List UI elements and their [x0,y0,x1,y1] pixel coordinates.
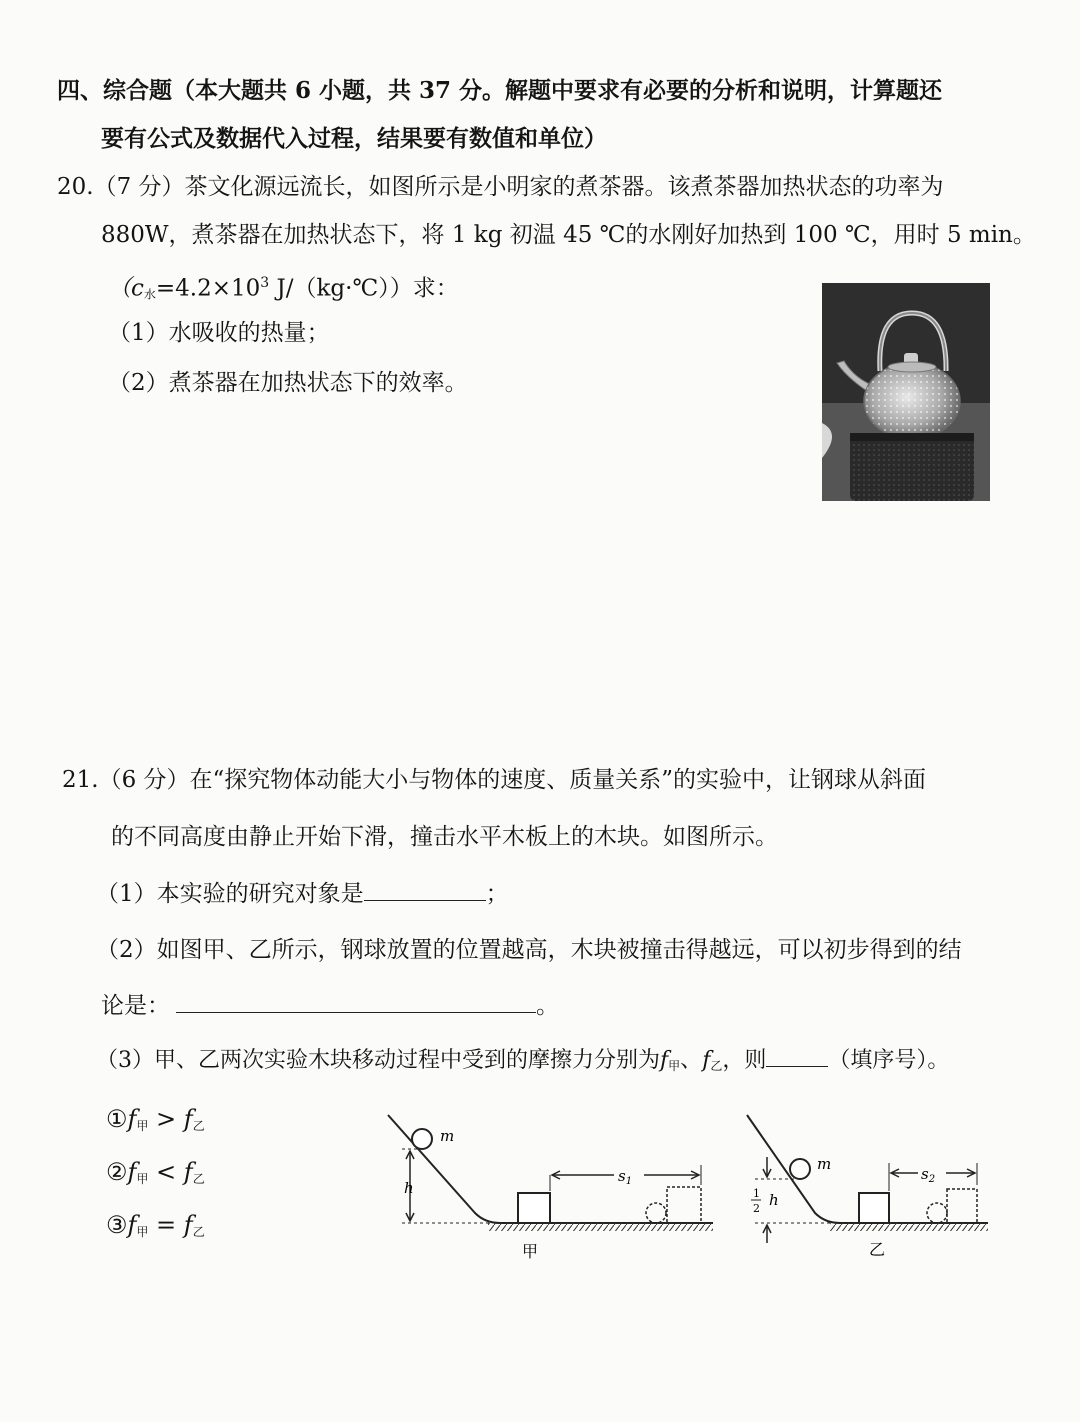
q21-part3-end: （填序号）。 [828,1048,950,1073]
option-3-f1: f [127,1211,137,1239]
jia-block [518,1193,550,1223]
q21-part1-text: （1）本实验的研究对象是 [96,881,364,907]
q21-part3-f2-sub: 乙 [710,1059,723,1073]
q21-part3-f1: f [660,1048,669,1073]
option-2-f1: f [127,1158,137,1186]
q21-part3 [96,1044,949,1083]
q21-part2-blank[interactable] [176,990,536,1013]
yi-ball [790,1159,810,1179]
option-1-sub2: 乙 [192,1119,205,1133]
option-2-sub1: 甲 [136,1172,149,1186]
q20-line1: 20.（7 分）茶文化源远流长，如图所示是小明家的煮茶器。该煮茶器加热状态的功率为 [57,174,944,200]
q20-given-sup: 3 [260,275,270,291]
q21-part2-text: 论是： [101,993,170,1019]
q21-part3-blank[interactable] [766,1044,828,1067]
option-3-sub1: 甲 [136,1225,149,1239]
q21-line2: 的不同高度由静止开始下滑，撞击水平木板上的木块。如图所示。 [111,824,778,850]
yi-block [859,1193,889,1223]
option-3-f2: f [183,1211,193,1239]
q21-part2-end: 。 [536,993,559,1019]
option-3-num: ③ [106,1211,128,1239]
q21-part3-sep: 、 [680,1048,703,1073]
yi-distance-label: $s_2$ [921,1165,936,1185]
q21-part1 [96,877,509,911]
q21-part3-mid: ，则 [722,1048,767,1073]
option-1[interactable] [106,1102,205,1143]
option-1-op: > [148,1105,184,1133]
option-1-f2: f [183,1105,193,1133]
yi-ground [830,1223,988,1231]
q20-given-sub: 水 [143,287,156,302]
yi-caption: 乙 [869,1240,886,1259]
jia-caption: 甲 [522,1242,539,1261]
q21-part3-text: （3）甲、乙两次实验木块移动过程中受到的摩擦力分别为 [96,1048,660,1073]
q21-part2-line2 [101,989,559,1023]
q20-given-pre: （c [108,275,144,302]
teapot-photo [822,283,990,501]
q21-part1-blank[interactable] [364,878,486,901]
q20-given-mid: =4.2×10 [155,275,261,302]
option-3-op: = [148,1211,184,1239]
q20-given [108,266,459,312]
section-heading-line1: 四、综合题（本大题共 6 小题，共 37 分。解题中要求有必要的分析和说明，计算题还 [57,77,943,104]
option-3[interactable] [106,1208,205,1249]
option-3-sub2: 乙 [192,1225,205,1239]
option-2[interactable] [106,1155,205,1196]
option-2-op: < [148,1158,184,1186]
yi-frac-den: 2 [753,1202,760,1215]
option-1-sub1: 甲 [136,1119,149,1133]
option-1-num: ① [106,1105,128,1133]
option-2-f2: f [183,1158,193,1186]
jia-ground [488,1223,713,1231]
option-1-f1: f [127,1105,137,1133]
q21-part3-f2: f [702,1048,711,1073]
jia-distance-label: $s_1$ [618,1167,633,1187]
q20-part1: （1）水吸收的热量； [108,320,330,346]
q21-line1: 21.（6 分）在“探究物体动能大小与物体的速度、质量关系”的实验中，让钢球从斜面 [62,767,927,793]
figure-yi [745,1105,995,1265]
jia-ball [412,1129,432,1149]
q21-part1-end: ； [485,881,509,907]
yi-frac-num: 1 [753,1187,760,1200]
q20-line2: 880W，煮茶器在加热状态下，将 1 kg 初温 45 ℃的水刚好加热到 100 ℃，用时 5 min。 [101,222,1036,248]
q21-part2-line1: （2）如图甲、乙所示，钢球放置的位置越高，木块被撞击得越远，可以初步得到的结 [96,937,962,963]
figure-jia [380,1105,725,1265]
option-2-num: ② [106,1158,128,1186]
jia-mass-label: m [440,1127,455,1145]
jia-height-label: h [404,1179,414,1197]
q21-part3-f1-sub: 甲 [668,1059,681,1073]
section-heading-line2: 要有公式及数据代入过程，结果要有数值和单位） [101,125,607,152]
q20-given-post: J/（kg·℃））求： [269,275,459,302]
q20-part2: （2）煮茶器在加热状态下的效率。 [108,370,468,396]
yi-mass-label: m [817,1155,832,1173]
option-2-sub2: 乙 [192,1172,205,1186]
yi-height-label: h [769,1191,779,1209]
